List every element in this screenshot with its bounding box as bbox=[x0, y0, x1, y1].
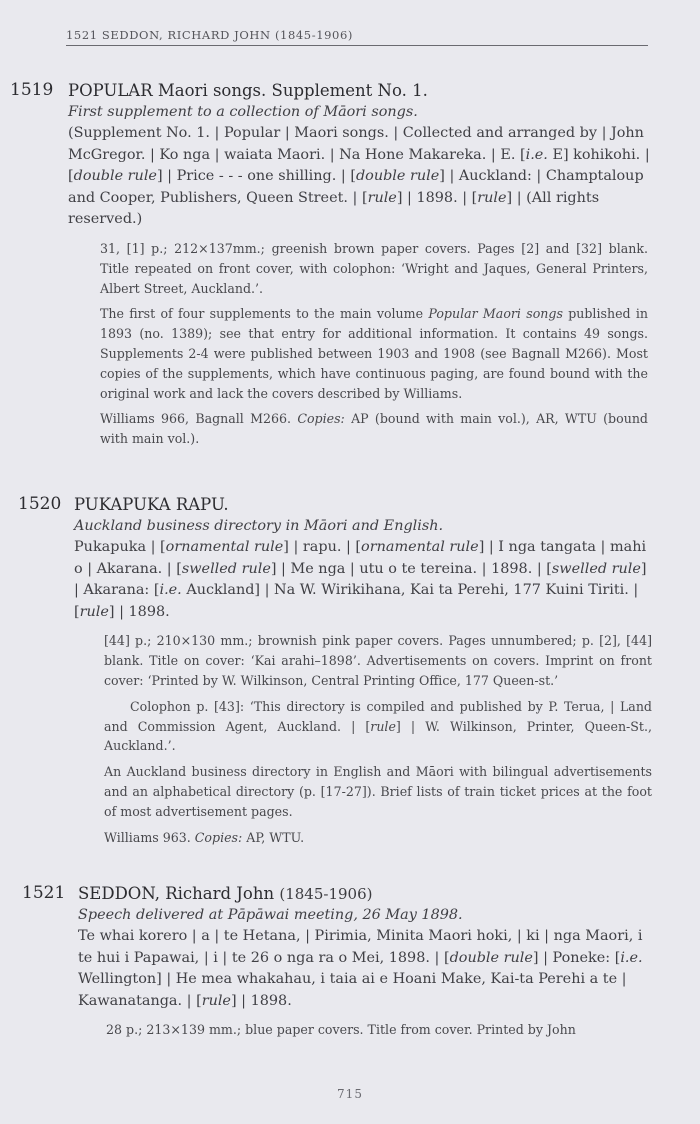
italic-run: swelled rule bbox=[551, 560, 641, 577]
note-paragraph bbox=[104, 828, 652, 848]
text-run: E] kohikohi. | [ bbox=[68, 146, 650, 185]
text-run: Williams 963. bbox=[104, 829, 195, 845]
italic-run: rule bbox=[370, 718, 396, 734]
italic-run: double rule bbox=[449, 949, 533, 966]
text-run: ] | 1898. bbox=[230, 992, 292, 1009]
text-run: 28 p.; 213×139 mm.; blue paper covers. Title from cover. Printed by John bbox=[106, 1022, 576, 1038]
entry-notes bbox=[106, 1020, 656, 1040]
entry-subtitle: First supplement to a collection of Māori songs. bbox=[68, 104, 418, 120]
italic-run: double rule bbox=[355, 168, 440, 185]
text-run: ] | Price - - - one shilling. | [ bbox=[156, 168, 356, 185]
italic-run: swelled rule bbox=[181, 560, 271, 577]
entry-dates: (1845-1906) bbox=[279, 885, 373, 903]
note-paragraph bbox=[100, 409, 648, 449]
italic-run: rule bbox=[477, 189, 507, 206]
entry-transcription bbox=[68, 123, 650, 231]
italic-run: Copies: bbox=[194, 829, 243, 845]
italic-run: Copies: bbox=[297, 411, 345, 427]
note-paragraph bbox=[106, 1020, 656, 1040]
entry-1519 bbox=[10, 80, 650, 455]
text-run: ] | Auckland: | Champtaloup and Cooper, Publishers, Queen Street. | [ bbox=[68, 168, 644, 206]
italic-run: rule bbox=[201, 992, 231, 1009]
entry-heading-name: SEDDON, Richard John bbox=[78, 884, 275, 903]
text-run: 31, [1] p.; 212×137mm.; greenish brown paper covers. Pages [2] and [32] blank. Title repeated on front cover, with colophon: ‘Wright and Jaques, General Printers, Albert Street, Auckland.’. bbox=[100, 240, 648, 296]
text-run: ] | W. Wilkinson, Printer, Queen-St., Auckland.’. bbox=[104, 718, 652, 754]
text-run: AP, WTU. bbox=[242, 829, 305, 845]
italic-run: i.e. bbox=[525, 146, 548, 163]
entry-transcription bbox=[74, 537, 654, 623]
entry-transcription bbox=[78, 926, 656, 1012]
entry-number: 1520 bbox=[18, 494, 62, 514]
italic-run: i.e. bbox=[159, 582, 182, 599]
text-run: Wellington] | He mea whakahau, i taia ai e Hoani Make, Kai-ta Perehi a te | Kawanatanga. | [ bbox=[78, 971, 627, 1009]
text-run: Auckland] | Na W. Wirikihana, Kai ta Perehi, 177 Kuini Tiriti. | [ bbox=[74, 582, 639, 620]
entry-subtitle: Auckland business directory in Māori and English. bbox=[74, 518, 444, 534]
text-run: [44] p.; 210×130 mm.; brownish pink paper covers. Pages unnumbered; p. [2], [44] blank. Title on cover: ‘Kai arahi–1898’. Advertisements on covers. Imprint on front cover: ‘Printed by W. Wilkinson, Central Printing Office, 177 Queen-st.’ bbox=[104, 633, 652, 688]
note-paragraph bbox=[100, 239, 648, 298]
text-run: Colophon p. [43]: ‘This directory is compiled and published by P. Terua, | Land and Commission Agent, Auckland. | [ bbox=[104, 698, 652, 734]
page-number: 715 bbox=[337, 1087, 363, 1101]
entry-subtitle: Speech delivered at Pāpāwai meeting, 26 May 1898. bbox=[78, 907, 463, 923]
text-run: An Auckland business directory in English and Māori with bilingual advertisements and an alphabetical directory (p. [17-27]). Brief lists of train ticket prices at the foot of most advertisement pages. bbox=[104, 764, 652, 819]
entry-number: 1519 bbox=[10, 80, 54, 100]
entry-number: 1521 bbox=[22, 883, 66, 903]
note-paragraph bbox=[104, 762, 652, 821]
text-run: ] | Me nga | utu o te tereina. | 1898. | [ bbox=[270, 560, 552, 577]
italic-run: double rule bbox=[73, 168, 157, 185]
italic-run: rule bbox=[367, 189, 397, 206]
italic-run: ornamental rule bbox=[361, 539, 479, 555]
note-paragraph bbox=[100, 304, 648, 403]
entry-heading bbox=[78, 883, 656, 905]
text-run: ] | 1898. bbox=[108, 603, 170, 620]
text-run: ] | Poneke: [ bbox=[532, 949, 621, 966]
entry-1520 bbox=[18, 494, 654, 853]
text-run: Pukapuka | [ bbox=[74, 539, 166, 555]
note-paragraph bbox=[104, 697, 652, 756]
entry-notes bbox=[100, 239, 648, 449]
entry-heading: PUKAPUKA RAPU. bbox=[74, 495, 229, 514]
italic-run: i.e. bbox=[620, 949, 643, 966]
text-run: ] | Akarana: [ bbox=[74, 560, 647, 599]
italic-run: Popular Maori songs bbox=[428, 306, 563, 322]
text-run: ] | rapu. | [ bbox=[283, 539, 362, 555]
running-head: 1521 SEDDON, RICHARD JOHN (1845-1906) bbox=[66, 28, 648, 46]
text-run: AP (bound with main vol.), AR, WTU (bound with main vol.). bbox=[100, 411, 648, 447]
note-paragraph bbox=[104, 631, 652, 690]
entry-heading: POPULAR Maori songs. Supplement No. 1. bbox=[68, 81, 428, 100]
text-run: ] | 1898. | [ bbox=[396, 189, 478, 206]
italic-run: rule bbox=[79, 603, 109, 620]
text-run: Te whai korero | a | te Hetana, | Pirimia, Minita Maori hoki, | ki | nga Maori, i te hui i Papawai, | i | te 26 o nga ra o Mei, 1898. | [ bbox=[78, 928, 643, 966]
text-run: published in 1893 (no. 1389); see that entry for additional information. It contains 49 songs. Supplements 2-4 were published between 1903 and 1908 (see Bagnall M266). Most copies of the supplements, which have continuous paging, are found bound with the original work and lack the covers described by Williams. bbox=[100, 306, 649, 401]
text-run: Williams 966, Bagnall M266. bbox=[100, 411, 298, 427]
text-run: The first of four supplements to the main volume bbox=[100, 306, 429, 322]
entry-notes bbox=[104, 631, 652, 847]
text-run: ] | (All rights reserved.) bbox=[68, 189, 600, 228]
text-run: ] | I nga tangata | mahi o | Akarana. | [ bbox=[74, 539, 647, 577]
text-run: (Supplement No. 1. | Popular | Maori songs. | Collected and arranged by | John McGregor. | Ko nga | waiata Maori. | Na Hone Makareka. | E. [ bbox=[68, 125, 644, 163]
entry-1521 bbox=[22, 883, 656, 1046]
italic-run: ornamental rule bbox=[165, 539, 284, 555]
